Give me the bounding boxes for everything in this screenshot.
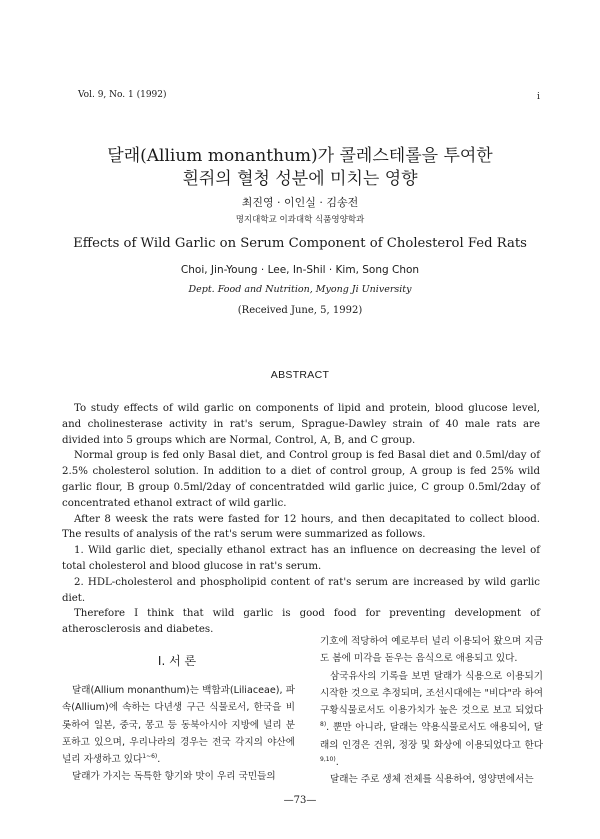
page-number: —73— [283,795,317,806]
body-text: 삼국유사의 기록을 보면 달래가 식용으로 이용되기 시작한 것으로 추정되며, 조선시대에는 "비다"라 하여 구황식물로서도 이용가치가 높은 것으로 보고 되었다 [320,670,543,717]
english-affiliation: Dept. Food and Nutrition, Myong Ji University [188,284,412,295]
abstract-paragraph: 2. HDL-cholesterol and phospholipid content of rat's serum are increased by wild garlic diet. [62,576,540,604]
abstract-heading: ABSTRACT [270,369,330,381]
abstract-paragraph: After 8 weesk the rats were fasted for 12 hours, and then decapitated to collect blood. The results of analysis of the rat's serum were summarized as follows. [62,513,540,541]
body-paragraph: 달래는 주로 생체 전체를 식용하여, 영양면에서는 [330,774,534,786]
body-text: . [335,757,339,769]
body-text: 달래(Allium monanthum)는 백합과(Liliaceae), 파속(Allium)에 속하는 다년생 구근 식물로서, 한국을 비롯하여 일본, 중국, 몽고 등 동북아시아 지방에 널리 분포하고 있으며, 우리나라의 경우는 전국 각지의 야산에 널리 자생하고 있다 [62,685,295,766]
body-paragraph: 기호에 적당하여 예로부터 널리 이용되어 왔으며 지금도 봄에 미각을 돋우는 음식으로 애용되고 있다. [320,636,543,665]
body-text: . 뿐만 아니라, 달래는 약용식물로서도 애용되어, 달래의 인경은 건위, 정장 및 화상에 이용되었다고 한다 [320,722,543,751]
right-column [320,633,543,789]
citation-ref: 8) [320,721,327,729]
citation-ref: 1~6) [142,753,158,760]
korean-affiliation: 명지대학교 이과대학 식품영양학과 [235,215,365,225]
body-text: . [157,754,161,766]
abstract-paragraph: To study effects of wild garlic on components of lipid and protein, blood glucose level, and cholinesterase activity in rat's serum, Sprague-Dawley strain of 40 male rats are divided into 5 groups which are Normal, Control, A, B, and C group. [62,403,540,446]
volume-header: Vol. 9, No. 1 (1992) [78,90,167,100]
abstract-body [62,401,540,638]
body-paragraph [62,682,295,768]
body-paragraph: 달래가 가지는 독특한 향기와 맛이 우리 국민들의 [72,771,276,783]
received-date: (Received June, 5, 1992) [237,305,363,316]
abstract-paragraph: 1. Wild garlic diet, specially ethanol extract has an influence on decreasing the level of total cholesterol and blood glucose in rat's serum. [62,545,540,572]
abstract-paragraph: Therefore I think that wild garlic is good food for preventing development of atherosclerosis and diabetes. [62,608,540,636]
page-mark: i [537,92,540,102]
body-paragraph [320,668,543,772]
english-title: Effects of Wild Garlic on Serum Component of Cholesterol Fed Rats [73,236,527,251]
left-column [62,682,295,786]
citation-ref: 9,10) [320,755,336,763]
english-authors: Choi, Jin-Young · Lee, In-Shil · Kim, Song Chon [180,264,420,276]
abstract-paragraph: Normal group is fed only Basal diet, and Control group is fed Basal diet and 0.5ml/day of 2.5% cholesterol solution. In addition to a diet of control group, A group is fed 25% wild garlic flour, B group 0.5ml/2day of concentratded wild garlic juice, C group 0.5ml/2day of concentrated ethanol extract of wild garlic. [62,450,540,509]
korean-title-line-2: 흰쥐의 혈청 성분에 미치는 영향 [182,169,418,189]
section-heading-introduction: Ⅰ. 서 론 [157,654,197,668]
korean-authors: 최진영 · 이인실 · 김송전 [241,196,359,209]
korean-title-line-1: 달래(Allium monanthum)가 콜레스테롤을 투여한 [107,146,493,166]
